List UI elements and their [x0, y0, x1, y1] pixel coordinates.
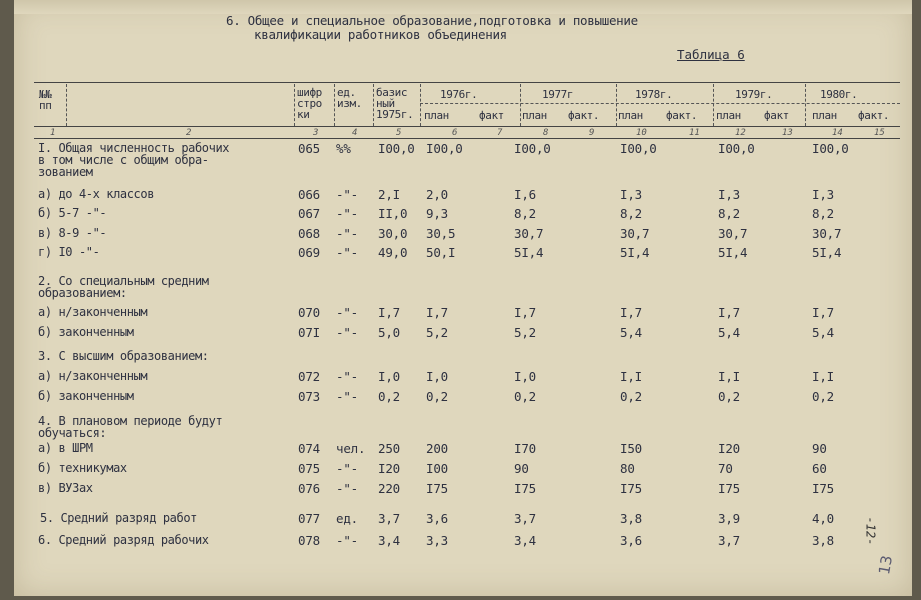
- section-3-heading: 3. С высшим образованием:: [38, 349, 209, 363]
- cell-p1980: 5I,4: [812, 245, 842, 260]
- cell-p1976: 5,2: [426, 325, 448, 340]
- cell-code: 077: [298, 511, 320, 526]
- column-number-rule: [34, 138, 900, 139]
- header-sep: [420, 84, 421, 126]
- header-base: базис ный 1975г.: [376, 86, 414, 121]
- cell-p1979: 5,4: [718, 325, 740, 340]
- cell-unit: ед.: [336, 511, 358, 526]
- cell-p1980: I,I: [812, 369, 834, 384]
- cell-p1978: I00,0: [620, 141, 657, 156]
- cell-unit: -"-: [336, 533, 358, 548]
- cell-p1979: 5I,4: [718, 245, 748, 260]
- cell-p1979: 70: [718, 461, 733, 476]
- cell-p1976: 50,I: [426, 245, 456, 260]
- cell-p1980: 90: [812, 441, 827, 456]
- cell-p1979: 0,2: [718, 389, 740, 404]
- cell-p1978: 5,4: [620, 325, 642, 340]
- cell-code: 076: [298, 481, 320, 496]
- cell-p1979: I20: [718, 441, 740, 456]
- header-year-1978: 1978г.: [635, 88, 673, 101]
- cell-p1980: 8,2: [812, 206, 834, 221]
- cell-code: 07I: [298, 325, 320, 340]
- cell-p1978: I75: [620, 481, 642, 496]
- year-subheader-rule: [420, 103, 900, 104]
- header-sep: [520, 84, 521, 126]
- cell-p1977: 90: [514, 461, 529, 476]
- header-plan-1977: план: [522, 109, 547, 122]
- cell-unit: -"-: [336, 461, 358, 476]
- cell-code: 078: [298, 533, 320, 548]
- cell-unit: чел.: [336, 441, 366, 456]
- cell-p1979: I,I: [718, 369, 740, 384]
- section-4-heading: 4. В плановом периоде будут обучаться:: [38, 414, 223, 440]
- cell-p1976: 3,6: [426, 511, 448, 526]
- cell-p1977: 0,2: [514, 389, 536, 404]
- page-number: 13: [875, 554, 897, 576]
- cell-p1976: I,0: [426, 369, 448, 384]
- col-number: 6: [452, 128, 458, 138]
- cell-base: 3,7: [378, 511, 400, 526]
- cell-unit: -"-: [336, 325, 358, 340]
- cell-p1979: I00,0: [718, 141, 755, 156]
- cell-unit: %%: [336, 141, 351, 156]
- header-fact-1976: факт: [479, 109, 504, 122]
- cell-code: 066: [298, 187, 320, 202]
- cell-p1979: 3,9: [718, 511, 740, 526]
- header-sep: [713, 84, 714, 126]
- header-code: шифр стро ки: [297, 86, 322, 121]
- cell-p1977: 3,7: [514, 511, 536, 526]
- header-sep: [66, 84, 67, 126]
- col-number: 7: [497, 128, 503, 138]
- cell-base: 0,2: [378, 389, 400, 404]
- cell-p1980: I75: [812, 481, 834, 496]
- cell-p1980: I00,0: [812, 141, 849, 156]
- cell-p1976: I00,0: [426, 141, 463, 156]
- cell-code: 067: [298, 206, 320, 221]
- cell-p1979: 30,7: [718, 226, 748, 241]
- title-line-1: 6. Общее и специальное образование,подготовка и повышение: [226, 13, 638, 28]
- cell-p1976: I75: [426, 481, 448, 496]
- row-label: в) 8-9 -"-: [38, 226, 107, 240]
- cell-base: I,0: [378, 369, 400, 384]
- header-year-1976: 1976г.: [440, 88, 478, 101]
- row-label: а) до 4-х классов: [38, 187, 155, 201]
- cell-p1976: I,7: [426, 305, 448, 320]
- cell-p1976: 200: [426, 441, 448, 456]
- cell-p1979: I,3: [718, 187, 740, 202]
- header-fact-1980: факт.: [858, 109, 890, 122]
- col-number: 11: [689, 128, 700, 138]
- col-number: 14: [832, 128, 843, 138]
- col-number: 9: [589, 128, 595, 138]
- cell-unit: -"-: [336, 226, 358, 241]
- cell-p1978: 5I,4: [620, 245, 650, 260]
- cell-p1976: 0,2: [426, 389, 448, 404]
- cell-p1980: 30,7: [812, 226, 842, 241]
- header-year-1980: 1980г.: [820, 88, 858, 101]
- header-sep: [294, 84, 295, 126]
- cell-p1976: I00: [426, 461, 448, 476]
- cell-base: 49,0: [378, 245, 408, 260]
- cell-p1977: I75: [514, 481, 536, 496]
- cell-p1978: 80: [620, 461, 635, 476]
- cell-p1979: I,7: [718, 305, 740, 320]
- row-label: а) н/законченным: [38, 369, 148, 383]
- header-unit: ед. изм.: [337, 86, 362, 110]
- cell-p1977: 8,2: [514, 206, 536, 221]
- row-label: в) ВУЗах: [38, 481, 93, 495]
- header-fact-1977: факт.: [568, 109, 600, 122]
- cell-base: I00,0: [378, 141, 415, 156]
- col-number: 1: [50, 128, 56, 138]
- cell-base: 5,0: [378, 325, 400, 340]
- header-num: №№ пп: [39, 88, 52, 112]
- row-label: б) техникумах: [38, 461, 127, 475]
- header-sep: [373, 84, 374, 126]
- cell-code: 065: [298, 141, 320, 156]
- cell-p1977: 3,4: [514, 533, 536, 548]
- cell-p1977: I00,0: [514, 141, 551, 156]
- header-sep: [805, 84, 806, 126]
- section-2-heading: 2. Со специальным средним образованием:: [38, 274, 209, 300]
- cell-p1976: 3,3: [426, 533, 448, 548]
- cell-p1980: I,3: [812, 187, 834, 202]
- col-number: 4: [352, 128, 358, 138]
- cell-base: II,0: [378, 206, 408, 221]
- table-label: Таблица 6: [677, 47, 745, 62]
- page-binding-edge: [14, 0, 912, 14]
- header-plan-1976: план: [424, 109, 449, 122]
- col-number: 12: [735, 128, 746, 138]
- cell-unit: -"-: [336, 369, 358, 384]
- cell-p1977: 5I,4: [514, 245, 544, 260]
- header-sep: [334, 84, 335, 126]
- cell-code: 070: [298, 305, 320, 320]
- col-number: 15: [874, 128, 885, 138]
- row-label: 5. Средний разряд работ: [40, 511, 197, 525]
- cell-p1977: I70: [514, 441, 536, 456]
- cell-p1977: I,0: [514, 369, 536, 384]
- row-label: б) законченным: [38, 325, 134, 339]
- cell-p1976: 30,5: [426, 226, 456, 241]
- cell-unit: -"-: [336, 245, 358, 260]
- row-label: б) законченным: [38, 389, 134, 403]
- cell-p1978: 3,6: [620, 533, 642, 548]
- cell-p1977: I,7: [514, 305, 536, 320]
- row-label: г) I0 -"-: [38, 245, 100, 259]
- cell-unit: -"-: [336, 305, 358, 320]
- col-number: 3: [313, 128, 319, 138]
- cell-base: 2,I: [378, 187, 400, 202]
- cell-p1980: 0,2: [812, 389, 834, 404]
- cell-p1977: 30,7: [514, 226, 544, 241]
- col-number: 8: [543, 128, 549, 138]
- header-top-rule: [34, 82, 900, 83]
- section-1-heading: I. Общая численность рабочих в том числе с общим обра- зованием: [38, 141, 230, 179]
- cell-base: I,7: [378, 305, 400, 320]
- header-plan-1980: план: [812, 109, 837, 122]
- cell-unit: -"-: [336, 206, 358, 221]
- header-fact-1978: факт.: [666, 109, 698, 122]
- col-number: 5: [396, 128, 402, 138]
- cell-code: 072: [298, 369, 320, 384]
- cell-p1980: 3,8: [812, 533, 834, 548]
- cell-base: 250: [378, 441, 400, 456]
- cell-p1978: 0,2: [620, 389, 642, 404]
- cell-p1979: 8,2: [718, 206, 740, 221]
- header-bottom-rule: [34, 126, 900, 127]
- cell-code: 068: [298, 226, 320, 241]
- cell-unit: -"-: [336, 481, 358, 496]
- document-title: [226, 14, 638, 42]
- header-plan-1978: план: [618, 109, 643, 122]
- cell-base: 3,4: [378, 533, 400, 548]
- title-line-2: квалификации работников объединения: [254, 27, 507, 42]
- cell-p1978: 3,8: [620, 511, 642, 526]
- row-label: а) в ШРМ: [38, 441, 93, 455]
- cell-p1979: 3,7: [718, 533, 740, 548]
- cell-code: 069: [298, 245, 320, 260]
- header-year-1977: 1977г: [542, 88, 574, 101]
- col-number: 10: [636, 128, 647, 138]
- row-label: 6. Средний разряд рабочих: [38, 533, 209, 547]
- cell-unit: -"-: [336, 389, 358, 404]
- cell-p1978: I,I: [620, 369, 642, 384]
- cell-p1978: I50: [620, 441, 642, 456]
- cell-p1980: 4,0: [812, 511, 834, 526]
- cell-p1979: I75: [718, 481, 740, 496]
- header-fact-1979: факт: [764, 109, 789, 122]
- cell-p1978: 8,2: [620, 206, 642, 221]
- cell-p1978: I,7: [620, 305, 642, 320]
- col-number: 2: [186, 128, 192, 138]
- header-plan-1979: план: [716, 109, 741, 122]
- cell-p1980: I,7: [812, 305, 834, 320]
- cell-p1980: 5,4: [812, 325, 834, 340]
- cell-base: 220: [378, 481, 400, 496]
- cell-p1977: I,6: [514, 187, 536, 202]
- cell-code: 073: [298, 389, 320, 404]
- cell-base: I20: [378, 461, 400, 476]
- header-sep: [616, 84, 617, 126]
- cell-p1976: 2,0: [426, 187, 448, 202]
- col-number: 13: [782, 128, 793, 138]
- cell-p1978: 30,7: [620, 226, 650, 241]
- cell-p1976: 9,3: [426, 206, 448, 221]
- cell-p1978: I,3: [620, 187, 642, 202]
- header-year-1979: 1979г.: [735, 88, 773, 101]
- margin-note: -12-: [863, 516, 878, 546]
- cell-p1977: 5,2: [514, 325, 536, 340]
- cell-unit: -"-: [336, 187, 358, 202]
- row-label: а) н/законченным: [38, 305, 148, 319]
- row-label: б) 5-7 -"-: [38, 206, 107, 220]
- cell-code: 075: [298, 461, 320, 476]
- cell-code: 074: [298, 441, 320, 456]
- cell-base: 30,0: [378, 226, 408, 241]
- cell-p1980: 60: [812, 461, 827, 476]
